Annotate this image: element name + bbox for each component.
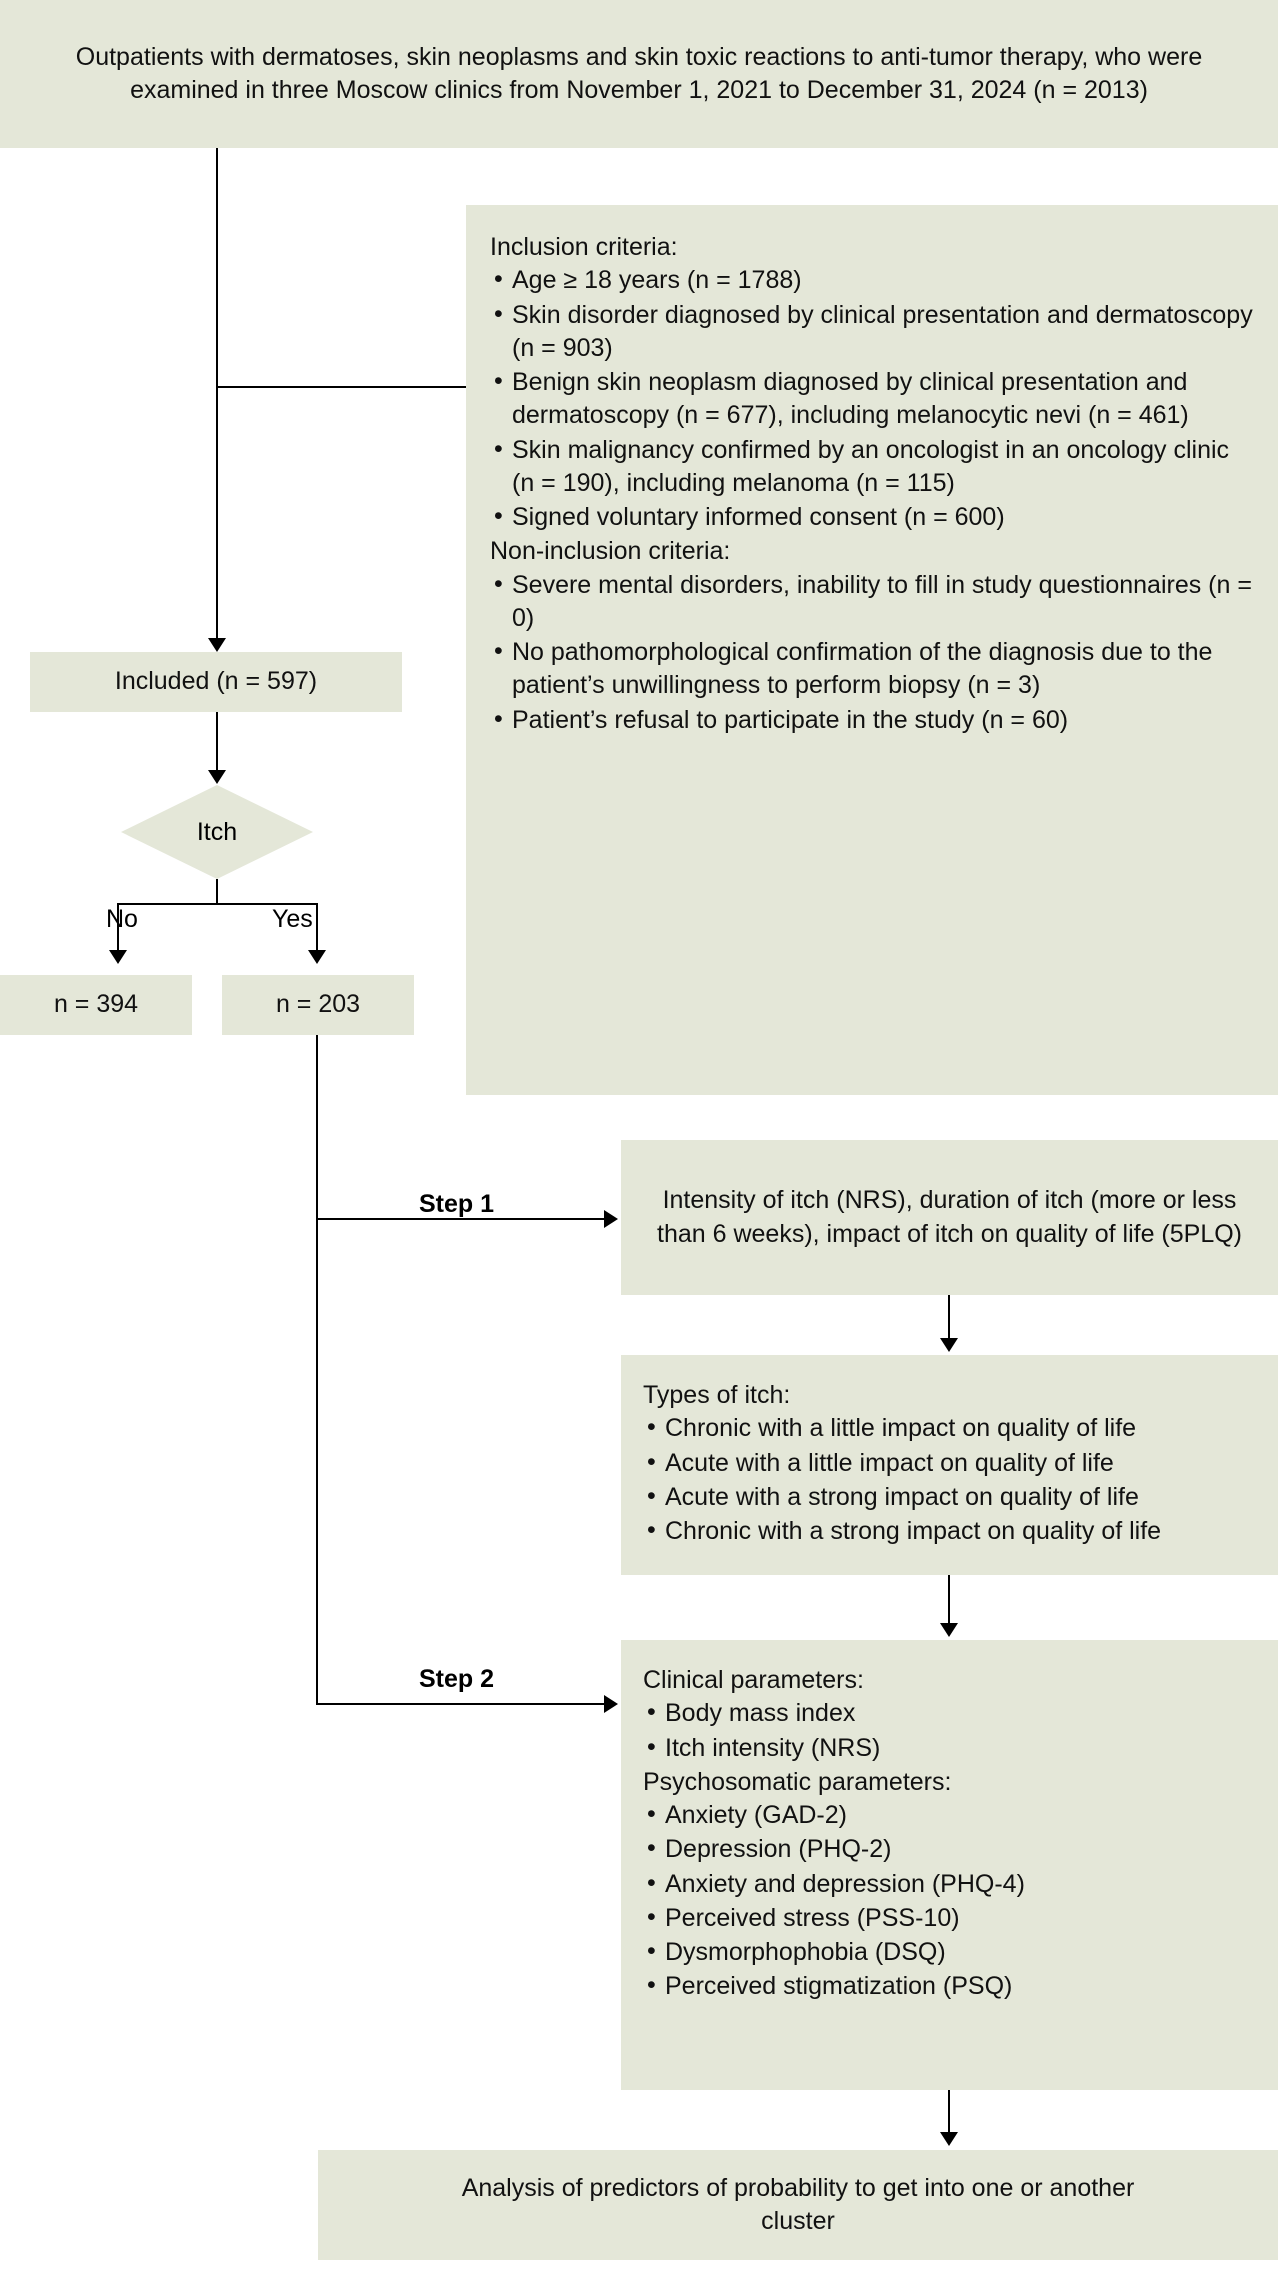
- types-list: [643, 1412, 1256, 1548]
- criteria-box: [466, 205, 1278, 1095]
- types-of-itch-box: [621, 1355, 1278, 1575]
- noninclusion-criteria-list: [490, 569, 1254, 737]
- arrow-top-to-included: [208, 638, 226, 652]
- list-item: • Patient’s refusal to participate in the study (n = 60): [490, 704, 1254, 737]
- arrow-step2: [604, 1695, 618, 1713]
- branch-label-yes: Yes: [272, 905, 313, 933]
- list-item: • Itch intensity (NRS): [643, 1732, 1256, 1765]
- inclusion-criteria-list: [490, 264, 1254, 534]
- connector-step2: [316, 1703, 608, 1705]
- arrow-types-to-parameters: [940, 1623, 958, 1637]
- clinical-parameters-list: [643, 1697, 1256, 1765]
- yes-itch-count-text: n = 203: [275, 990, 361, 1019]
- arrow-branch-no: [109, 950, 127, 964]
- step1-label: Step 1: [419, 1190, 495, 1218]
- connector-top-to-included: [216, 148, 218, 648]
- list-item: • Anxiety (GAD-2): [643, 1799, 1256, 1832]
- arrow-parameters-to-final: [940, 2132, 958, 2146]
- list-item: • Chronic with a little impact on quality of life: [643, 1412, 1256, 1445]
- final-analysis-text: Analysis of predictors of probability to get into one or another cluster: [461, 2173, 1135, 2235]
- list-item: • Age ≥ 18 years (n = 1788): [490, 264, 1254, 297]
- noninclusion-criteria-heading: Non-inclusion criteria:: [490, 537, 731, 566]
- no-itch-count-text: n = 394: [53, 990, 139, 1019]
- list-item: • Chronic with a strong impact on quality of life: [643, 1515, 1256, 1548]
- branch-label-no: No: [106, 905, 138, 933]
- psychosomatic-parameters-list: [643, 1799, 1256, 2004]
- list-item: • Depression (PHQ-2): [643, 1833, 1256, 1866]
- connector-included-to-itch: [216, 712, 218, 777]
- connector-itch-down: [216, 879, 218, 905]
- connector-yes-spine: [316, 1035, 318, 1705]
- top-population-text: Outpatients with dermatoses, skin neoplasms and skin toxic reactions to anti-tumor therapy, who were examined in three Moscow clinics from November 1, 2021 to December 31, 2024 (n = 2013): [75, 42, 1203, 104]
- step1-text: Intensity of itch (NRS), duration of itch (more or less than 6 weeks), impact of itch on quality of life (5PLQ): [657, 1186, 1242, 1248]
- list-item: • Perceived stigmatization (PSQ): [643, 1970, 1256, 2003]
- top-population-box: [0, 0, 1278, 148]
- psychosomatic-parameters-heading: Psychosomatic parameters:: [643, 1767, 952, 1796]
- included-text: Included (n = 597): [114, 667, 318, 696]
- included-box: [30, 652, 402, 712]
- inclusion-criteria-heading: Inclusion criteria:: [490, 233, 678, 261]
- arrow-step1: [604, 1210, 618, 1228]
- yes-itch-count-box: [222, 975, 414, 1035]
- step1-box: [621, 1140, 1278, 1295]
- list-item: • Perceived stress (PSS-10): [643, 1902, 1256, 1935]
- list-item: • Acute with a strong impact on quality of life: [643, 1481, 1256, 1514]
- list-item: • No pathomorphological confirmation of the diagnosis due to the patient’s unwillingness to perform biopsy (n = 3): [490, 636, 1254, 703]
- list-item: • Body mass index: [643, 1697, 1256, 1730]
- connector-to-criteria: [216, 386, 466, 388]
- list-item: • Severe mental disorders, inability to fill in study questionnaires (n = 0): [490, 569, 1254, 636]
- list-item: • Dysmorphophobia (DSQ): [643, 1936, 1256, 1969]
- list-item: • Skin malignancy confirmed by an oncologist in an oncology clinic (n = 190), including melanoma (n = 115): [490, 434, 1254, 501]
- final-analysis-box: [318, 2150, 1278, 2260]
- list-item: • Acute with a little impact on quality of life: [643, 1447, 1256, 1480]
- parameters-box: [621, 1640, 1278, 2090]
- list-item: • Skin disorder diagnosed by clinical presentation and dermatoscopy (n = 903): [490, 299, 1254, 366]
- step2-label: Step 2: [419, 1665, 495, 1693]
- list-item: • Benign skin neoplasm diagnosed by clinical presentation and dermatoscopy (n = 677), including melanocytic nevi (n = 461): [490, 366, 1254, 433]
- no-itch-count-box: [0, 975, 192, 1035]
- clinical-parameters-heading: Clinical parameters:: [643, 1666, 864, 1694]
- itch-decision: [121, 785, 313, 879]
- arrow-step1-to-types: [940, 1338, 958, 1352]
- types-heading: Types of itch:: [643, 1381, 791, 1409]
- arrow-branch-yes: [308, 950, 326, 964]
- list-item: • Anxiety and depression (PHQ-4): [643, 1868, 1256, 1901]
- arrow-included-to-itch: [208, 770, 226, 784]
- list-item: • Signed voluntary informed consent (n = 600): [490, 501, 1254, 534]
- itch-decision-label: Itch: [196, 817, 238, 846]
